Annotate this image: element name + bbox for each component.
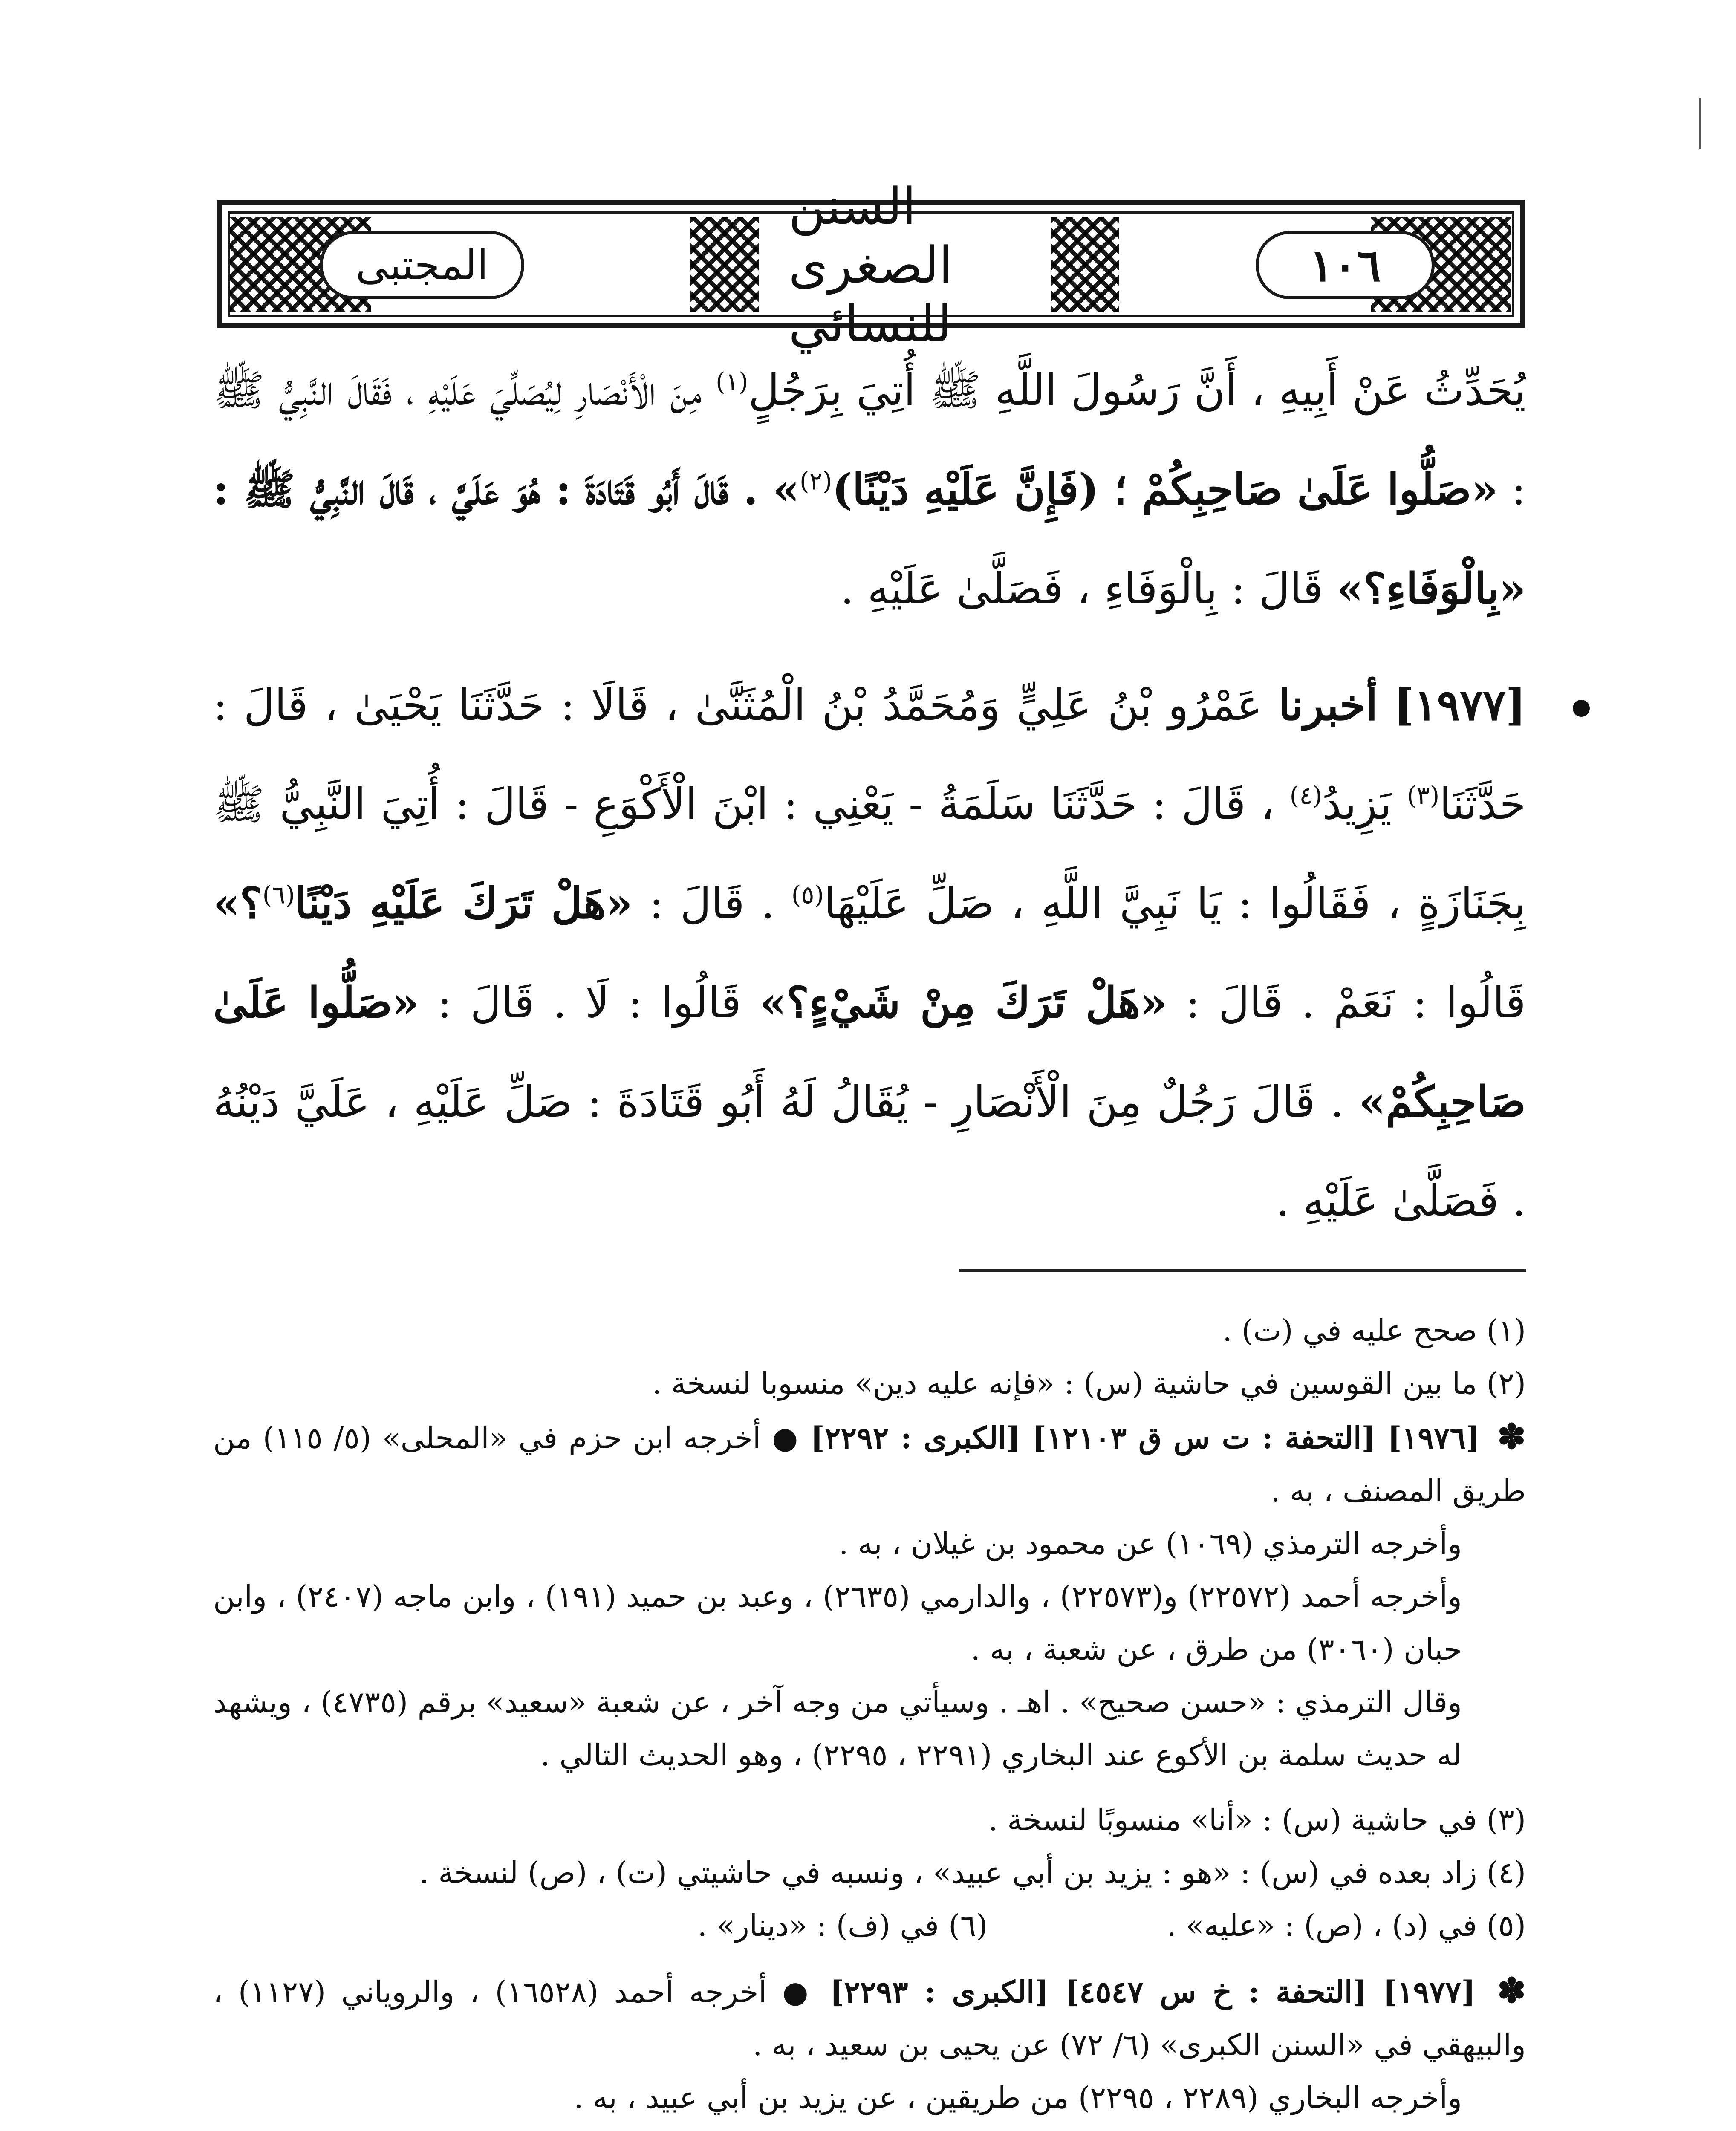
takhrij-1977-bukhari: وأخرجه البخاري (٢٢٨٩ ، ٢٢٩٥) من طريقين ، عن يزيد بن أبي عبيد ، به . [574,2080,1462,2115]
hadith-1976-ending: يُحَدِّثُ عَنْ أَبِيهِ ، أَنَّ رَسُولَ اللَّهِ ﷺ أُتِيَ بِرَجُلٍ$^{(١)}$ مِنَ الْأَنْصَارِ لِيُصَلِّيَ عَلَيْهِ ، فَقَالَ النَّبِيُّ ﷺ : «صَلُّوا عَلَىٰ صَاحِبِكُمْ ؛ (فَإِنَّ عَلَيْهِ دَيْنًا)$^{(٢)}$» . قَالَ أَبُو قَتَادَةَ : هُوَ عَلَيَّ ، قَالَ النَّبِيُّ ﷺ : «بِالْوَفَاءِ؟» قَالَ : بِالْوَفَاءِ ، فَصَلَّىٰ عَلَيْهِ . [213,365,1526,614]
footnote-2: (٢) ما بين القوسين في حاشية (س) : «فإنه عليه دين» منسوبا لنسخة . [652,1366,1526,1401]
hadith-1977: [١٩٧٧] أخبرنا عَمْرُو بْنُ عَلِيٍّ وَمُحَمَّدُ بْنُ الْمُثَنَّىٰ ، قَالَا : حَدَّثَنَا يَحْيَىٰ ، قَالَ : حَدَّثَنَا$^{(٣)}$ يَزِيدُ$^{(٤)}$ ، قَالَ : حَدَّثَنَا سَلَمَةُ - يَعْنِي : ابْنَ الْأَكْوَعِ - قَالَ : أُتِيَ النَّبِيُّ ﷺ بِجَنَازَةٍ ، فَقَالُوا : يَا نَبِيَّ اللَّهِ ، صَلِّ عَلَيْهَا$^{(٥)}$ . قَالَ : «هَلْ تَرَكَ عَلَيْهِ دَيْنًا$^{(٦)}$؟» قَالُوا : نَعَمْ . قَالَ : «هَلْ تَرَكَ مِنْ شَيْءٍ؟» قَالُوا : لَا . قَالَ : «صَلُّوا عَلَىٰ صَاحِبِكُمْ» . قَالَ رَجُلٌ مِنَ الْأَنْصَارِ - يُقَالُ لَهُ أَبُو قَتَادَةَ : صَلِّ عَلَيْهِ ، عَلَيَّ دَيْنُهُ . فَصَلَّىٰ عَلَيْهِ . [213,655,1526,1250]
margin-mark [1699,98,1701,149]
footnote-1: (١) صحح عليه في (ت) . [1222,1313,1526,1348]
ornament-right-inner [1051,217,1119,312]
ornament-left-inner [690,217,759,312]
page-number: ١٠٦ [1256,231,1435,299]
footnotes [213,1304,1526,2124]
footnote-4: (٤) زاد بعده في (س) : «هو : يزيد بن أبي عبيد» ، ونسبه في حاشيتي (ت) ، (ص) لنسخة . [419,1855,1526,1890]
star-icon: ✽ [1497,1970,1526,2010]
takhrij-1976-comment: وقال الترمذي : «حسن صحيح» . اهـ . وسيأتي من وجه آخر ، عن شعبة «سعيد» برقم (٤٧٣٥) ، ويشهد له حديث سلمة بن الأكوع عند البخاري (٢٢٩١ ، ٢٢٩٥) ، وهو الحديث التالي . [213,1685,1462,1773]
akhbarana-label: أخبرنا [1278,680,1378,730]
footnote-6: (٦) في (ف) : «دينار» . [697,1908,988,1943]
takhrij-1976-ahmad: وأخرجه أحمد (٢٢٥٧٢) و(٢٢٥٧٣) ، والدارمي (٢٦٣٥) ، وعبد بن حميد (١٩١) ، وابن ماجه (٢٤٠٧) ، وابن حبان (٣٠٦٠) من طرق ، عن شعبة ، به . [213,1579,1462,1667]
page-header [217,177,1525,353]
takhrij-1976: ✽ [١٩٧٦] [التحفة : ت س ق ١٢١٠٣] [الكبرى : ٢٢٩٢] ● أخرجه ابن حزم في «المحلى» (٥/ ١١٥) من طريق المصنف ، به . [213,1410,1526,1517]
main-text [213,341,1526,1250]
footnote-ref-5: (٥) [791,880,824,910]
footnote-ref-6: (٦) [262,880,295,910]
footnotes-5-6 [213,1899,1526,1952]
footnote-ref-3: (٣) [1407,781,1440,810]
star-icon: ✽ [1497,1416,1526,1456]
takhrij-1977: ✽ [١٩٧٧] [التحفة : خ س ٤٥٤٧] [الكبرى : ٢٢٩٣] ● أخرجه أحمد (١٦٥٢٨) ، والروياني (١١٢٧) ، والبيهقي في «السنن الكبرى» (٦/ ٧٢) عن يحيى بن سعيد ، به . [213,1964,1526,2071]
takhrij-1976-tirmidhi: وأخرجه الترمذي (١٠٦٩) عن محمود بن غيلان ، به . [839,1526,1462,1561]
footnote-ref-1: (١) [716,367,748,396]
book-subtitle-cartouche: المجتبى [320,231,524,299]
page-title: السنن الصغرى للنسائي [789,222,1017,308]
footnote-ref-2: (٢) [799,466,832,496]
hadith-number: [١٩٧٧] [1394,680,1526,730]
footnote-divider [959,1269,1526,1272]
footnote-ref-4: (٤) [1289,781,1323,810]
footnote-5: (٥) في (د) ، (ص) : «عليه» . [1167,1908,1526,1943]
footnote-3: (٣) في حاشية (س) : «أنا» منسوبًا لنسخة . [988,1802,1526,1837]
bullet-icon [1573,700,1590,717]
